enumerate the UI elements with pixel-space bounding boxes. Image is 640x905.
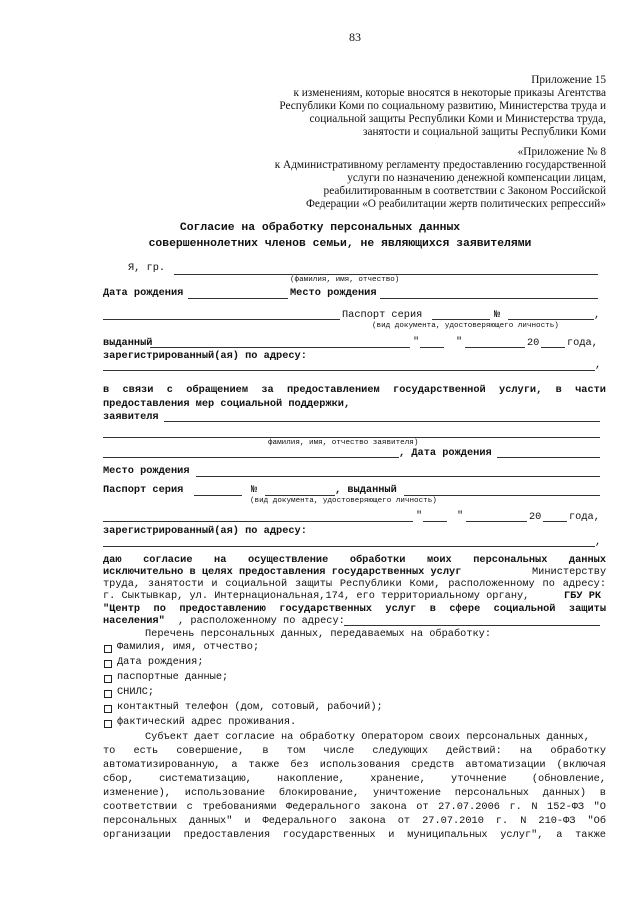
applicant-field-line[interactable] bbox=[164, 421, 600, 422]
paragraph-line: организации предоставления государственных и муниципальных услуг", а также bbox=[103, 829, 606, 841]
year2-suffix: года, bbox=[569, 511, 600, 523]
checkbox-icon[interactable] bbox=[104, 720, 112, 728]
page-number: 83 bbox=[349, 30, 361, 44]
year-prefix: 20 bbox=[527, 337, 540, 349]
dob2-field-line[interactable] bbox=[497, 457, 600, 458]
appendix-8-line: услуги по назначению денежной компенсации лицам, bbox=[347, 172, 606, 184]
issued-label: выданный bbox=[103, 337, 153, 349]
issue-year-field-line[interactable] bbox=[541, 347, 565, 348]
comma: , bbox=[595, 359, 602, 371]
appendix-8-title: «Приложение № 8 bbox=[517, 146, 606, 158]
registered2-label: зарегистрированный(ая) по адресу: bbox=[103, 525, 307, 537]
consent-line-4b: ГБУ РК bbox=[564, 590, 602, 602]
appendix-15-title: Приложение 15 bbox=[531, 74, 606, 86]
consent-line-6a: населения" bbox=[103, 615, 165, 627]
date-quote-open: " bbox=[413, 336, 420, 348]
issued-by2-field-line[interactable] bbox=[103, 521, 413, 522]
in-connection-text: в связи с обращением за предоставлением государственной услуги, в части bbox=[103, 384, 606, 396]
passport-number-field-line[interactable] bbox=[508, 319, 594, 320]
doc-hint: (вид документа, удостоверяющего личность) bbox=[372, 322, 559, 330]
doc-hint-2: (вид документа, удостоверяющего личность) bbox=[250, 497, 437, 505]
applicant-label: заявителя bbox=[103, 411, 159, 423]
document-subtitle: совершеннолетних членов семьи, не являющихся заявителями bbox=[148, 238, 532, 250]
appendix-15-line: к изменениям, которые вносятся в некоторые приказы Агентства bbox=[293, 87, 606, 99]
consent-line-4a: г. Сыктывкар, ул. Интернациональная,174, его территориальному органу, bbox=[103, 590, 530, 602]
issue2-day-field-line[interactable] bbox=[423, 521, 447, 522]
paragraph-line: персональных данных" и Федерального закона от 27.07.2010 г. N 210-ФЗ "Об bbox=[103, 815, 606, 827]
appendix-15-line: социальной защиты Республики Коми и Министерства труда, bbox=[309, 113, 606, 125]
consent-line-5: "Центр по предоставлению государственных услуг в сфере социальной защиты bbox=[103, 603, 606, 615]
address2-field-line[interactable] bbox=[103, 546, 595, 547]
passport-series-field-line[interactable] bbox=[432, 319, 490, 320]
date-quote-close: " bbox=[456, 336, 463, 348]
consent-line-2b: Министерству bbox=[532, 566, 607, 578]
list-intro: Перечень персональных данных, передаваемых на обработку: bbox=[145, 628, 492, 640]
address-field-line[interactable] bbox=[103, 370, 595, 371]
dob2-label: , Дата рождения bbox=[399, 447, 492, 459]
appendix-15-line: Республики Коми по социальному развитию, Министерства труда и bbox=[279, 100, 606, 112]
ya-gr-label: Я, гр. bbox=[128, 262, 166, 274]
checkbox-icon[interactable] bbox=[104, 645, 112, 653]
paragraph-line: соответствии с требованиями Федерального закона от 27.07.2006 г. N 152-ФЗ "О bbox=[103, 801, 606, 813]
fio-field-line[interactable] bbox=[174, 274, 598, 275]
passport-number2-field-line[interactable] bbox=[265, 495, 335, 496]
pob-field-line[interactable] bbox=[380, 298, 598, 299]
consent-line-1: даю согласие на осуществление обработки моих персональных данных bbox=[103, 554, 606, 566]
year-suffix: года, bbox=[567, 337, 598, 349]
pob-label: Место рождения bbox=[290, 287, 377, 299]
year2-prefix: 20 bbox=[529, 511, 542, 523]
pob2-label: Место рождения bbox=[103, 465, 190, 477]
consent-line-3: труда, занятости и социальной защиты Республики Коми, расположенному по адресу: bbox=[103, 578, 606, 590]
dob-label: Дата рождения bbox=[103, 287, 184, 299]
checkbox-icon[interactable] bbox=[104, 675, 112, 683]
date2-quote-close: " bbox=[457, 510, 464, 522]
list-item: Фамилия, имя, отчество; bbox=[117, 641, 260, 653]
list-item: СНИЛС; bbox=[117, 686, 155, 698]
passport-number-sign-2: № bbox=[251, 484, 258, 496]
paragraph-line: то есть совершение, в том числе следующих действий: на обработку bbox=[103, 745, 606, 757]
pob2-field-line[interactable] bbox=[196, 476, 600, 477]
consent-line-6b: , расположенному по адресу: bbox=[178, 615, 345, 627]
appendix-8-line: Федерации «О реабилитации жертв политических репрессий» bbox=[305, 198, 606, 210]
operator-address-field-line[interactable] bbox=[344, 625, 600, 626]
passport-number-sign: № bbox=[494, 309, 501, 321]
appendix-8-line: к Административному регламенту предоставлению государственной bbox=[274, 159, 606, 171]
comma: , bbox=[594, 309, 601, 321]
paragraph-line: автоматизированную, а также без использования средств автоматизации (включая bbox=[103, 759, 606, 771]
issue2-month-field-line[interactable] bbox=[466, 521, 527, 522]
issued-by-field-line[interactable] bbox=[150, 347, 410, 348]
checkbox-icon[interactable] bbox=[104, 690, 112, 698]
list-item: паспортные данные; bbox=[117, 671, 229, 683]
issue2-year-field-line[interactable] bbox=[543, 521, 567, 522]
measures-text: предоставления мер социальной поддержки, bbox=[103, 398, 351, 410]
applicant-extra-field-line[interactable] bbox=[103, 457, 399, 458]
appendix-8-line: реабилитированным в соответствии с Законом Российской bbox=[323, 185, 606, 197]
passport-series2-field-line[interactable] bbox=[194, 495, 242, 496]
paragraph-line: изменение), использование блокирование, уничтожение персональных данных) в bbox=[103, 787, 606, 799]
issue-day-field-line[interactable] bbox=[420, 347, 444, 348]
list-item: контактный телефон (дом, сотовый, рабочий); bbox=[117, 701, 383, 713]
registered-label: зарегистрированный(ая) по адресу: bbox=[103, 350, 307, 362]
checkbox-icon[interactable] bbox=[104, 660, 112, 668]
date2-quote-open: " bbox=[416, 510, 423, 522]
appendix-15-line: занятости и социальной защиты Республики Коми bbox=[362, 126, 606, 138]
applicant-hint: фамилия, имя, отчество заявителя) bbox=[268, 439, 419, 447]
issued2-field-line[interactable] bbox=[404, 495, 600, 496]
dob-field-line[interactable] bbox=[188, 298, 288, 299]
applicant-field-line-2[interactable] bbox=[103, 437, 600, 438]
list-item: фактический адрес проживания. bbox=[117, 716, 297, 728]
document-title: Согласие на обработку персональных данных bbox=[179, 222, 461, 234]
doc-type-field-line[interactable] bbox=[103, 319, 340, 320]
passport-series2-label: Паспорт серия bbox=[103, 484, 184, 496]
consent-line-2a: исключительно в целях предоставления государственных услуг bbox=[103, 566, 462, 578]
checkbox-icon[interactable] bbox=[104, 705, 112, 713]
fio-hint: (фамилия, имя, отчество) bbox=[290, 276, 400, 284]
issued2-label: , выданный bbox=[335, 484, 397, 496]
passport-series-label: Паспорт серия bbox=[342, 309, 423, 321]
comma: , bbox=[595, 536, 602, 548]
paragraph-line: сбор, систематизацию, накопление, хранение, уточнение (обновление, bbox=[103, 773, 606, 785]
issue-month-field-line[interactable] bbox=[465, 347, 525, 348]
paragraph-line: Субъект дает согласие на обработку Оператором своих персональных данных, bbox=[145, 731, 590, 743]
list-item: Дата рождения; bbox=[117, 656, 204, 668]
